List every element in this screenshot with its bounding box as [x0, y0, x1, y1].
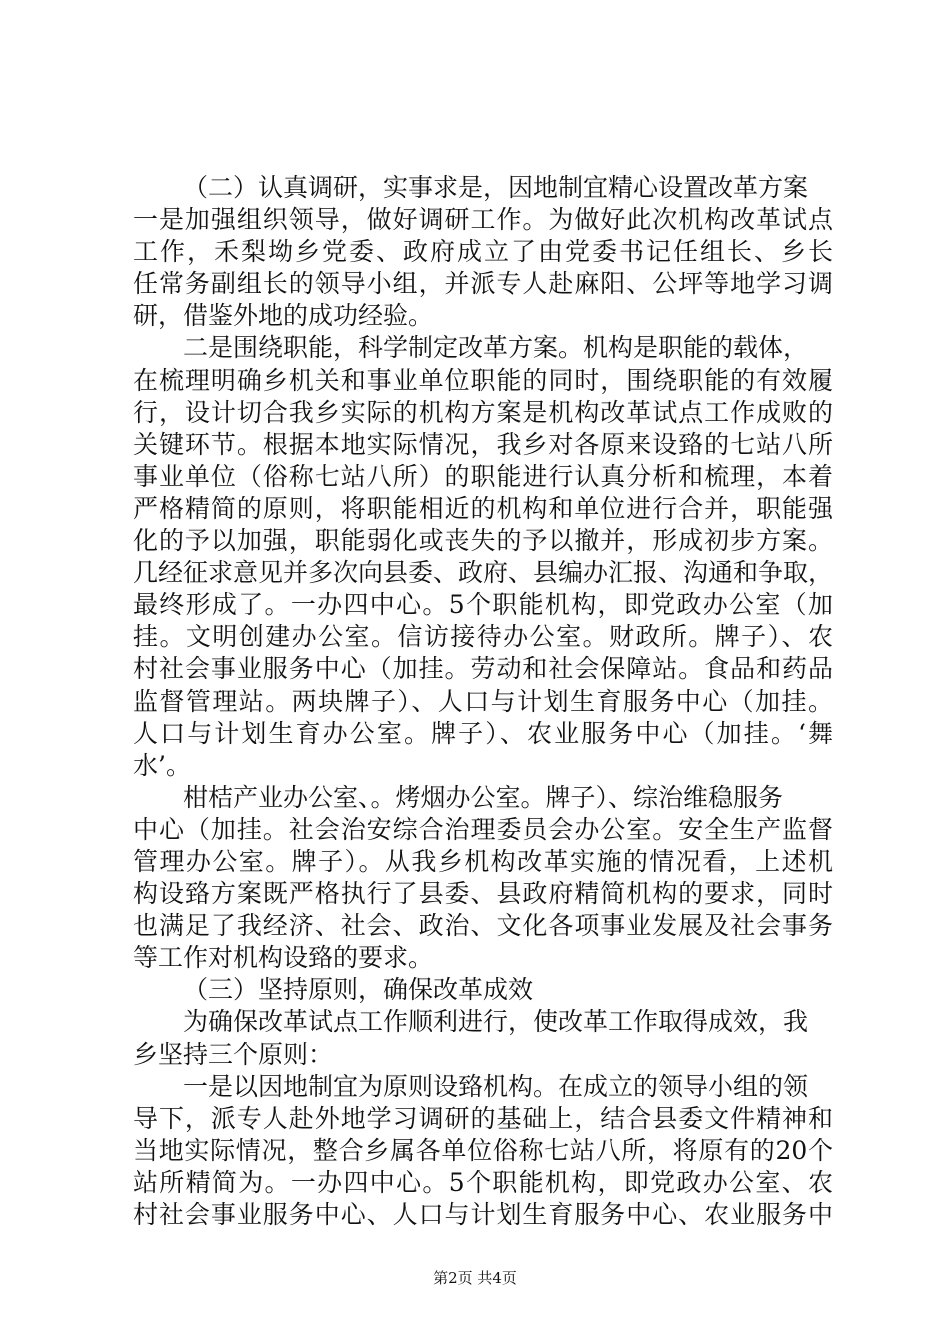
text-line: 研，借鉴外地的成功经验。 [133, 301, 434, 331]
text-line: 乡坚持三个原则： [133, 1039, 334, 1069]
text-line: 二是围绕职能，科学制定改革方案。机构是职能的载体， [183, 333, 809, 363]
page-number-footer: 第2页 共4页 [433, 1269, 517, 1287]
text-line: 在梳理明确乡机关和事业单位职能的同时，围绕职能的有效履 [133, 365, 833, 395]
text-line: 构设臵方案既严格执行了县委、县政府精简机构的要求，同时 [133, 879, 833, 909]
text-line: 柑桔产业办公室、。烤烟办公室。牌子）、综治维稳服务 [183, 782, 784, 812]
text-line: 等工作对机构设臵的要求。 [133, 943, 434, 973]
text-line: 也满足了我经济、社会、政治、文化各项事业发展及社会事务 [133, 911, 833, 941]
text-line: 监督管理站。两块牌子）、人口与计划生育服务中心（加挂。 [133, 686, 833, 716]
text-line: 村社会事业服务中心（加挂。劳动和社会保障站。食品和药品 [133, 654, 833, 684]
document-body [133, 172, 833, 1231]
text-line: 关键环节。根据本地实际情况，我乡对各原来设臵的七站八所 [133, 429, 833, 459]
text-line: 一是以因地制宜为原则设臵机构。在成立的领导小组的领 [183, 1071, 809, 1101]
text-line: 化的予以加强，职能弱化或丧失的予以撤并，形成初步方案。 [133, 526, 833, 556]
text-line: 村社会事业服务中心、人口与计划生育服务中心、农业服务中 [133, 1200, 833, 1229]
text-line: 工作，禾梨坳乡党委、政府成立了由党委书记任组长、乡长 [133, 237, 833, 267]
text-line: （二）认真调研，实事求是，因地制宜精心设置改革方案 [183, 173, 809, 202]
text-line: 挂。文明创建办公室。信访接待办公室。财政所。牌子）、农 [133, 622, 833, 652]
text-line: （三）坚持原则，确保改革成效 [183, 975, 534, 1005]
text-line: 最终形成了。一办四中心。5个职能机构，即党政办公室（加 [133, 590, 833, 620]
text-line: 几经征求意见并多次向县委、政府、县编办汇报、沟通和争取， [133, 558, 833, 588]
text-line: 站所精简为。一办四中心。5个职能机构，即党政办公室、农 [133, 1167, 833, 1197]
text-line: 导下，派专人赴外地学习调研的基础上，结合县委文件精神和 [133, 1103, 833, 1133]
text-line: 行，设计切合我乡实际的机构方案是机构改革试点工作成败的 [133, 397, 833, 427]
text-line: 水’。 [133, 750, 191, 780]
text-line: 中心（加挂。社会治安综合治理委员会办公室。安全生产监督 [133, 814, 833, 844]
text-line: 为确保改革试点工作顺利进行，使改革工作取得成效，我 [183, 1007, 809, 1037]
text-line: 人口与计划生育办公室。牌子）、农业服务中心（加挂。‘舞 [133, 718, 833, 748]
text-line: 当地实际情况，整合乡属各单位俗称七站八所，将原有的20个 [133, 1135, 833, 1165]
text-line: 严格精简的原则，将职能相近的机构和单位进行合并，职能强 [133, 493, 833, 523]
text-line: 任常务副组长的领导小组，并派专人赴麻阳、公坪等地学习调 [133, 269, 833, 299]
text-line: 事业单位（俗称七站八所）的职能进行认真分析和梳理，本着 [133, 461, 833, 491]
text-line: 管理办公室。牌子）。从我乡机构改革实施的情况看，上述机 [133, 846, 833, 876]
text-line: 一是加强组织领导，做好调研工作。为做好此次机构改革试点 [133, 205, 833, 235]
